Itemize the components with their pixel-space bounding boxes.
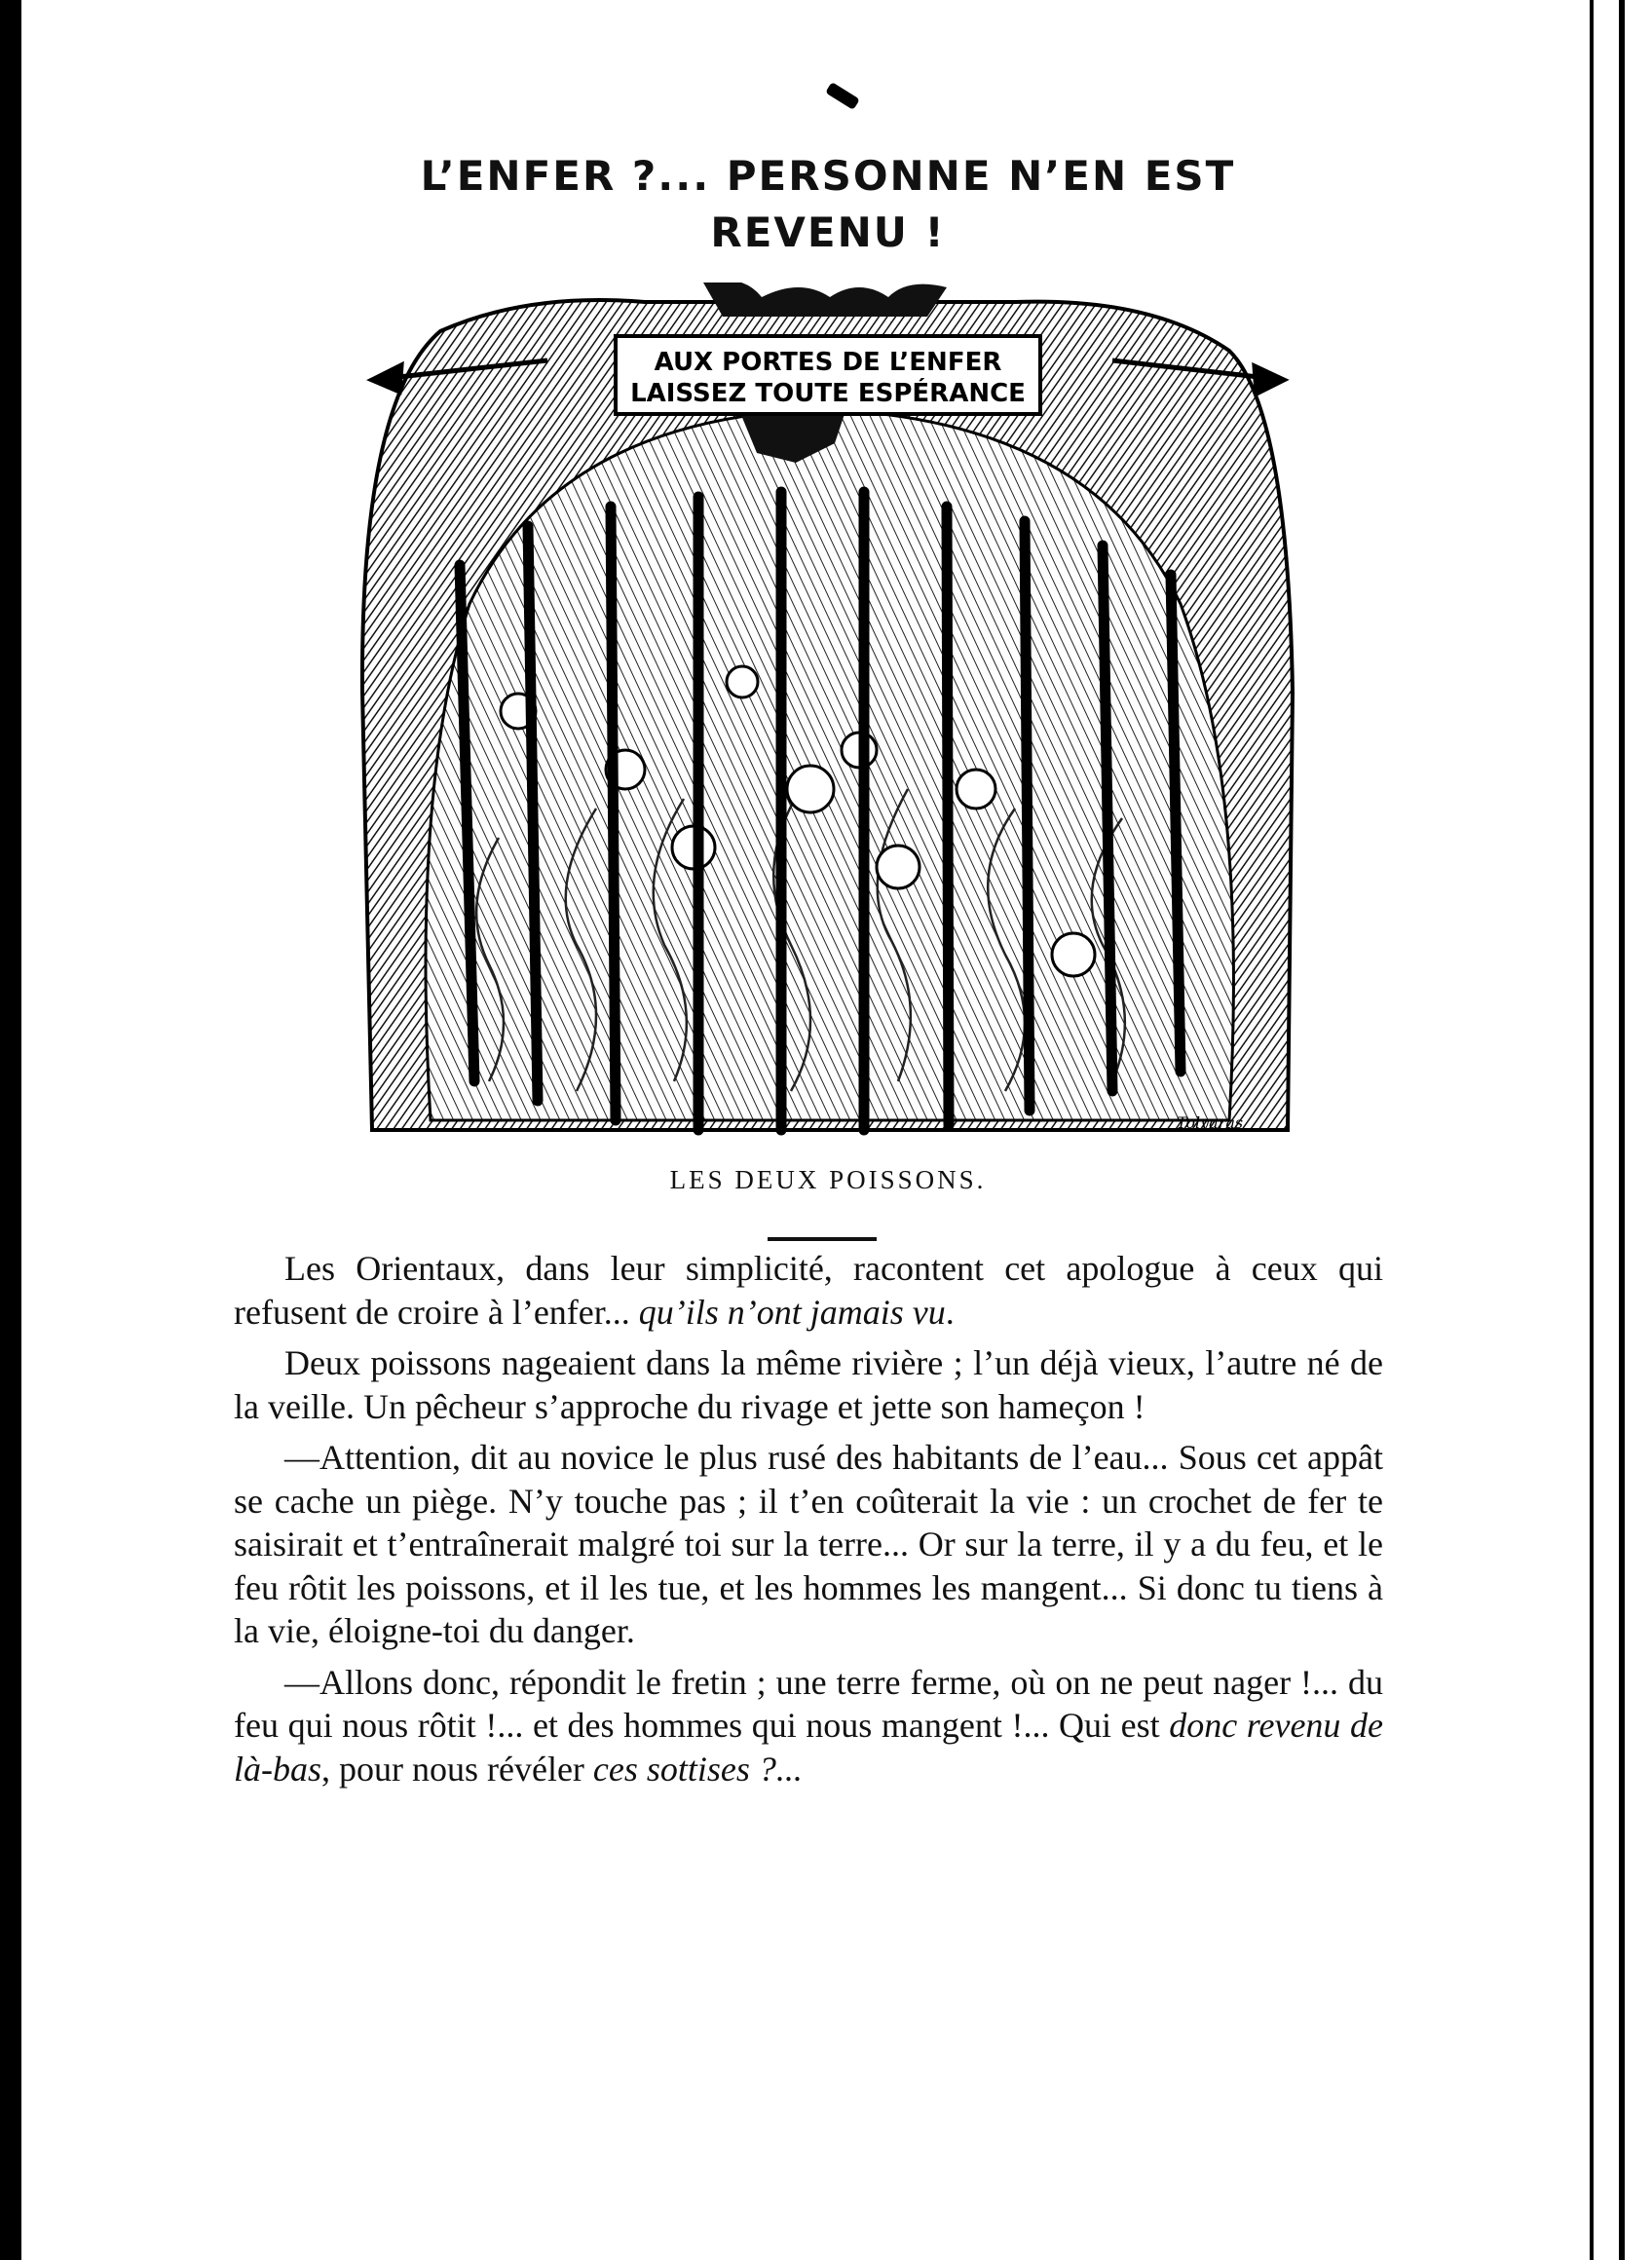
artist-signature: Tolyaras (1176, 1113, 1244, 1132)
paragraph-4-text: —Allons donc, répondit le fretin ; une terre ferme, où on ne peut nager !... du feu qui nous rôtit !... et des hommes qui nous mangent !... Qui est (234, 1662, 1383, 1745)
paragraph-4-italic-1: donc revenu de là-bas (234, 1706, 1383, 1789)
banner-text-line-1: AUX PORTES DE L’ENFER (654, 348, 1002, 377)
scan-edge-right-border (1619, 0, 1625, 2260)
page-title (321, 148, 1334, 261)
paragraph-1-text: Les Orientaux, dans leur simplicité, racontent cet apologue à ceux qui refusent de croire à l’enfer... (234, 1249, 1383, 1332)
paragraph-4-italic-2: ces sottises ?... (592, 1749, 803, 1789)
paragraph-1-end: . (945, 1292, 955, 1332)
section-caption: LES DEUX POISSONS. (669, 1165, 987, 1194)
scan-edge-right-line (1590, 0, 1594, 2260)
story-text (234, 1247, 1383, 1798)
paragraph-3: —Attention, dit au novice le plus rusé des habitants de l’eau... Sous cet appât se cache un piège. N’y touche pas ; il t’en coûterait la vie : un crochet de fer te saisirait et t’entraînerait malgré toi sur la terre... Or sur la terre, il y a du feu, et le feu rôtit les poissons, et il les tue, et les hommes les mangent... Si donc tu tiens à la vie, éloigne-toi du danger. (234, 1438, 1383, 1650)
title-line-1: L’ENFER ?... PERSONNE N’EN EST (420, 152, 1236, 200)
paragraph-1-italic: qu’ils n’ont jamais vu (638, 1292, 946, 1332)
paragraph-4 (234, 1661, 1383, 1791)
crest-ornament (703, 282, 947, 317)
title-line-2: REVENU ! (710, 208, 946, 256)
paragraph-1 (234, 1247, 1383, 1334)
ink-mark (825, 82, 860, 110)
paragraph-4-mid: , pour nous révéler (321, 1749, 593, 1789)
hell-gate-engraving (353, 282, 1303, 1140)
scan-edge-left (0, 0, 21, 2260)
section-rule (768, 1237, 877, 1241)
paragraph-2: Deux poissons nageaient dans la même rivière ; l’un déjà vieux, l’autre né de la veille. Un pêcheur s’approche du rivage et jette son hameçon ! (234, 1343, 1383, 1426)
banner-text-line-2: LAISSEZ TOUTE ESPÉRANCE (630, 379, 1026, 408)
